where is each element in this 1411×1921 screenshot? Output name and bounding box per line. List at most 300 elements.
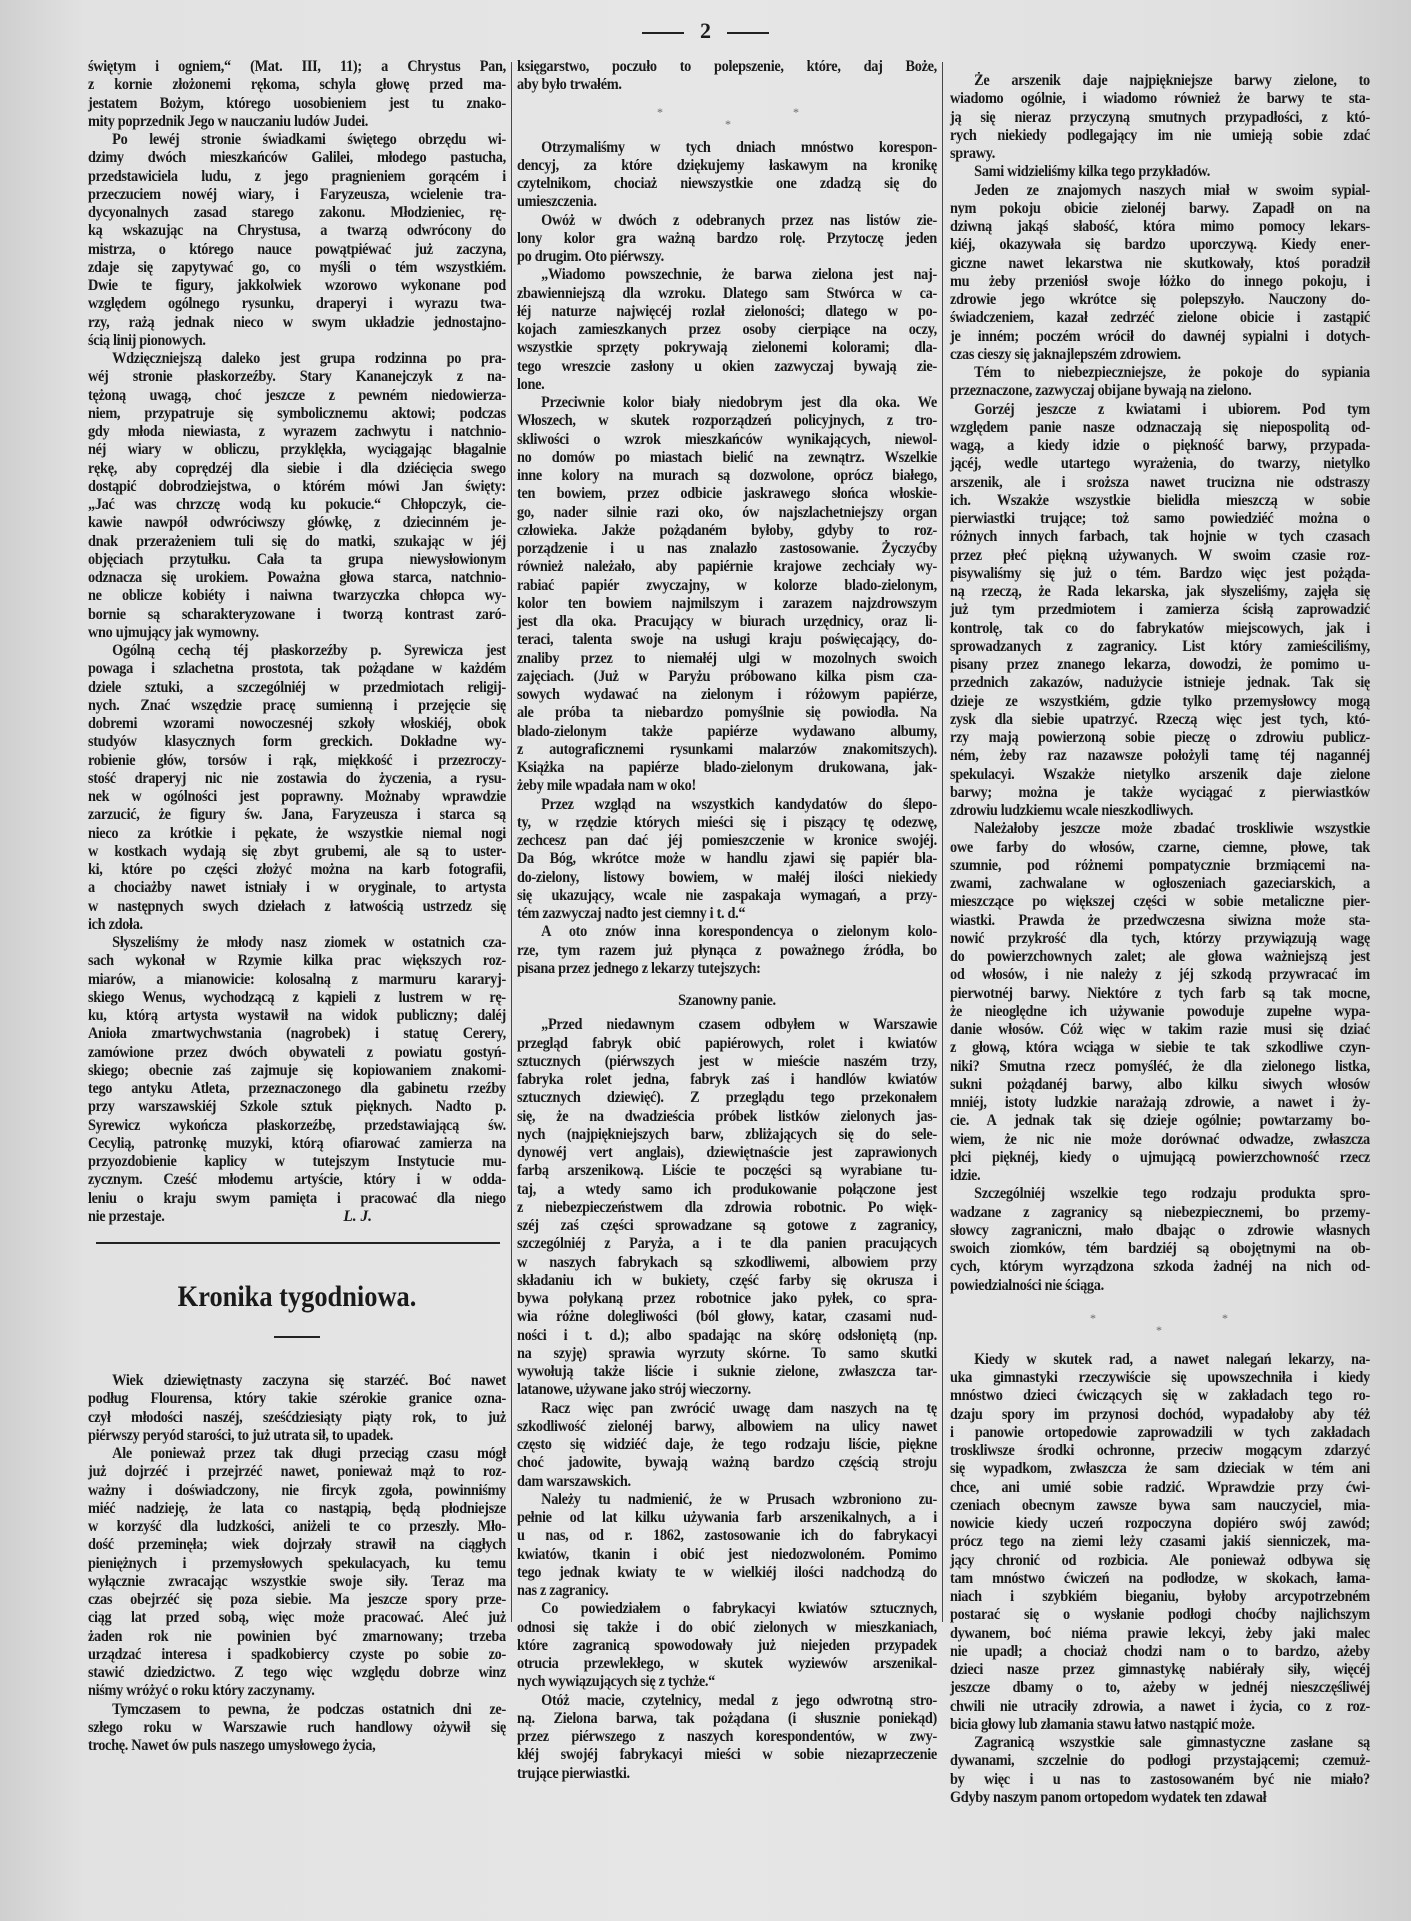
text-line: Wdzięczniejszą daleko jest grupa rodzinna po pra- [112, 350, 506, 367]
paragraph [950, 72, 1370, 163]
text-line: ności i t. d.); albo spadając na skórę odsłoniętą (np. [517, 1326, 937, 1344]
text-line: przegląd fabryk obić papiérowych, rolet i kwiatów [517, 1034, 937, 1052]
text-line: przy warszawskiéj Szkole sztuk pięknych. Nadto p. [88, 1098, 506, 1116]
text-line: szłego roku w Warszawie ruch handlowy ożywił się [88, 1718, 506, 1736]
paragraph [517, 796, 937, 924]
text-line: pieniężnych i przemysłowych spekulacyach, ku temu [88, 1554, 506, 1572]
text-line: świadczeniem, kazał zedrzéć zielone obicie i zastąpić [950, 309, 1370, 327]
text-line: ną rzeczą, że Rada lekarska, jak słyszeliśmy, zajęła się [950, 583, 1370, 600]
text-line: by więc i u nas to zastosowaném być nie miało? [950, 1770, 1370, 1788]
text-line: nieco za krótkie i pękate, że wszystkie niemal nogi [88, 824, 506, 842]
text-line: odznacza się urokiem. Poważna głowa starca, natchnio- [88, 569, 506, 586]
paragraph [517, 212, 937, 267]
text-line: „Jać was chrzczę wodą ku pokucie.“ Chłopczyk, cie- [88, 496, 506, 513]
text-line: zdrowie jego wkrótce się polepszyło. Nauczony do- [950, 291, 1370, 308]
text-line: teraci, talenta swoje na usługi kraju poświęcający, do- [517, 631, 937, 649]
text-line: pierwiastki trujące; toż samo powiedziéć można o [950, 510, 1370, 527]
paragraph [88, 1445, 506, 1701]
text-line: szumnie, pod różnemi pompatycznie brzmiącemi na- [950, 856, 1370, 874]
text-line: nym pokoju obicie zielonéj barwy. Zapadł on na [950, 199, 1370, 217]
text-line: księgarstwo, poczuło to polepszenie, które, daj Boże, [517, 58, 937, 75]
text-line: cych, którym wyrządzona szkoda żadnéj na nich od- [950, 1258, 1370, 1276]
text-line: fabryka rolet jedna, fabryk zaś i handlów kwiatów [517, 1071, 937, 1088]
text-line: zbawienniejszą dla wzroku. Dlatego sam Stwórca w ca- [517, 284, 937, 302]
text-line: je inném; poczém wrócił do dawnéj sypialni i dotych- [950, 327, 1370, 345]
text-line: piérwszy peryód starości, to już utrata sił, to upadek. [88, 1426, 394, 1444]
text-line: składaniu ich w bukiety, część farby się okrusza i [517, 1271, 937, 1289]
text-line: jący chronić od rozbicia. Ale ponieważ odbywa się [950, 1551, 1370, 1569]
text-line: Słyszeliśmy że młody nasz ziomek w ostatnich cza- [112, 934, 506, 951]
paragraph [950, 820, 1370, 1185]
text-line: idzie. [950, 1167, 981, 1184]
text-line: porządzenie i u nas znalazło zastosowanie. Życzyćby [517, 540, 937, 557]
text-line: go, nader silnie razi oko, ów najszlachetniejszy organ [517, 503, 937, 521]
text-line: ty, w rzędzie których mieści się i piszący tę odezwę, [517, 813, 937, 831]
text-line: „Wiadomo powszechnie, że barwa zielona jest naj- [541, 266, 937, 284]
text-line: niach i szybkiém bieganiu, byłoby arcypotrzebném [950, 1588, 1370, 1605]
text-line: „Przed niedawnym czasem odbyłem w Warszawie [541, 1016, 937, 1034]
text-line: miéć nadzieję, że lata co nastąpią, będą płodniejsze [88, 1499, 506, 1517]
text-line: jest dla oka. Pracujący w biurach urzędnicy, oraz li- [517, 613, 937, 630]
paragraph [88, 934, 506, 1226]
text-line: Racz więc pan zwrócić uwagę dam naszych na tę [541, 1399, 937, 1417]
text-line: zdrowiu ludzkiemu wcale nieszkodliwych. [950, 802, 1194, 819]
text-line: ném, żeby raz nazawsze położyli tamę téj nagannéj [950, 747, 1370, 765]
text-line: świętym i ogniem,“ (Mat. III, 11); a Chrystus Pan, [88, 58, 506, 75]
text-line: dzaju spory im przynosi dochód, wypadałoby aby téż [950, 1405, 1370, 1423]
text-line: nych. Znać wszędzie pracę sumienną i przejęcie się [88, 696, 506, 714]
text-line: z kornie złożonemi rękoma, schyla głowę przed ma- [88, 76, 506, 94]
text-line: powiedzialności nie ściąga. [950, 1276, 1104, 1294]
gymnastics-article-body [950, 1351, 1370, 1807]
text-line: A oto znów inna korespondencya o zielonym kolo- [541, 923, 937, 941]
text-line: płci pięknéj, kiedy o ujmującą powierzchowność rzecz [950, 1148, 1370, 1166]
text-line: ciąg lat przed sobą, więc może pracować. Aleć już [88, 1609, 506, 1627]
text-line: Syrewicz wykończa płaskorzeźbę, przedstawiającą św. [88, 1116, 506, 1134]
text-line: rych niekiedy podlegający im nie umieją sobie zdać [950, 126, 1370, 144]
paragraph [517, 58, 937, 95]
text-line: skiego Wenus, wychodzącą z kąpieli z lustrem w rę- [88, 988, 506, 1006]
letter-salutation: Szanowny panie. [678, 992, 776, 1009]
text-line: studyów klasycznych form greckich. Dokładne wy- [88, 733, 506, 751]
text-line: nas z zagranicy. [517, 1582, 609, 1599]
text-line: się, że na dwadzieścia próbek listków zielonych jas- [517, 1107, 937, 1125]
text-line: choć jadowite, bywają ważną bardzo częścią stroju [517, 1454, 937, 1472]
text-line: zdaje się zapytywać go, co myśli o tém wszystkiém. [88, 258, 506, 276]
text-line: względem ogólnego rysunku, draperyi i wyrazu twa- [88, 295, 506, 313]
text-line: czas obejrzéć się poza siebie. Ma jeszcze spory prze- [88, 1591, 506, 1608]
text-line: i panowie ortopedowie zaprowadzili w tych zakładach [950, 1423, 1370, 1441]
text-line: niem, przypatruje się symbolicznemu aktowi; podczas [88, 404, 506, 422]
text-line: się wypadkom, zwłaszcza że sam dzieciak w tém ani [950, 1460, 1370, 1478]
text-line: zechcesz pan dać jéj pomieszczenie w kronice swojéj. [517, 832, 937, 849]
text-line: w następnych swych dziełach z łatwością ustrzedz się [88, 897, 506, 915]
text-line: Dwie te figury, jakkolwiek wzorowo wykonane pod [88, 277, 506, 294]
text-line: tego jednak kwiaty te w wielkiéj ilości nadchodzą do [517, 1563, 937, 1581]
text-line: leniu o kraju swym pamięta i pracować dla niego [88, 1189, 506, 1207]
text-line: z głową, która wciąga w siebie te tak szkodliwe czyn- [950, 1039, 1370, 1057]
text-line: czytelnikom, chociaż niewszystkie one zdadzą się do [517, 175, 937, 192]
text-line: kwiatów, tkanin i obić jest niedozwoloném. Pomimo [517, 1545, 937, 1563]
text-line: ścią linij pionowych. [88, 331, 206, 349]
text-line: ką wskazując na Chrystusa, a twarzą odwrócony do [88, 222, 506, 240]
text-line: objęciach przytułku. Cała ta grupa niewysłowionym [88, 550, 506, 568]
text-line: bywa połykaną przez robotnice jako pyłek, co spra- [517, 1290, 937, 1307]
text-line: umieszczenia. [517, 193, 597, 211]
text-line: pisany przez znanego lekarza, dowodzi, że pomimo u- [950, 656, 1370, 673]
text-line: skliwości o wzrok mieszkańców wynikających, niewol- [517, 430, 937, 448]
text-line: mu żeby przeniósł swoje łóżko do innego pokoju, i [950, 272, 1370, 290]
text-line: latanowe, używane jako strój wieczorny. [517, 1381, 751, 1399]
text-line: w naszych fabrykach są szkodliwemi, albowiem przy [517, 1253, 937, 1271]
text-line: Włoszech, w skutek rozporządzeń policyjnych, z tro- [517, 412, 937, 430]
text-line: wno ujmujący jak wymowny. [88, 623, 259, 641]
text-line: trochę. Nawet ów puls naszego umysłowego życia, [88, 1737, 376, 1754]
paragraph [88, 131, 506, 350]
text-line: dość przeminęła; wiek dojrzały strawił na ciągłych [88, 1536, 506, 1554]
text-line: Przez wzgląd na wszystkich kandydatów do ślepo- [541, 795, 937, 813]
text-line: Kiedy w skutek rad, a nawet nalegań lekarzy, na- [974, 1350, 1370, 1368]
text-line: nowić przykrość dla tych, którzy przywiązują wagę [950, 929, 1370, 947]
text-line: sukni pożądanéj barwy, albo kilku siwych włosów [950, 1075, 1370, 1093]
text-line: w kostkach wydają się zbyt grubemi, ale są to uster- [88, 842, 506, 860]
text-line: które zagranicą spowodowały już niejeden przypadek [517, 1636, 937, 1654]
text-line: mistrza, o którego nauce powątpiéwać już zaczyna, [88, 240, 506, 258]
text-line: pisana przez jednego z lekarzy tutejszych: [517, 959, 761, 977]
text-line: dziele sztuki, a szczególniéj w przedmiotach religij- [88, 678, 506, 696]
text-line: przedstawiciela ludu, z jego pragnieniem gorącém i [88, 167, 506, 185]
article-continuation [517, 58, 937, 95]
text-line: miarów, a mianowicie: kolosalną z marmuru kararyj- [88, 970, 506, 988]
text-line: Otóż macie, czytelnicy, medal z jego odwrotną stro- [541, 1691, 937, 1709]
text-line: ich. Wszakże wszystkie bielidła mieszczą w sobie [950, 491, 1370, 509]
paragraph [517, 1692, 937, 1783]
text-line: Jeden ze znajomych naszych miał w swoim sypial- [974, 181, 1370, 199]
text-line: przez płeć piękną używanych. W swoim czasie roz- [950, 546, 1370, 564]
column-divider [511, 62, 512, 1622]
asterism-star: * [657, 104, 663, 119]
text-line: wywołują także liście i suknie zielone, zwłaszcza tar- [517, 1363, 937, 1380]
middle-column [517, 58, 937, 1783]
text-line: ich zdoła. [88, 915, 143, 933]
text-line: tego wreszcie zasłony u okien zazwyczaj bywają zie- [517, 357, 937, 375]
text-line: kojach zamieszkanych przez osoby cierpiące na oczy, [517, 321, 937, 338]
text-line: wia różne dolegliwości (ból głowy, katar, czasami nud- [517, 1308, 937, 1326]
text-line: sowych wydawać na zielonym i różowym papiérze, [517, 686, 937, 703]
text-line: nie przestaje. [88, 1207, 165, 1225]
text-line: Co powiedziałem o fabrykacyi kwiatów sztucznych, [541, 1600, 937, 1618]
text-line: często się widziéć daje, że tego rodzaju liście, piękne [517, 1436, 937, 1453]
text-line: żaden rok nie powinien być zmarnowany; trzeba [88, 1627, 506, 1645]
text-line: otrucia przewlekłego, w skutek wyziewów arszenikal- [517, 1655, 937, 1672]
paragraph [517, 1016, 937, 1399]
text-line: chwili nie utraciły zdrowia, a nawet i życia, co z roz- [950, 1697, 1370, 1715]
text-line: nych wywiązujących się z tychże.“ [517, 1673, 715, 1691]
paragraph [517, 923, 937, 978]
text-line: Szczególniéj wszelkie tego rodzaju produkta spro- [974, 1185, 1370, 1203]
text-line: czas cieszy się jaknajlepszém zdrowiem. [950, 345, 1181, 363]
text-line: Ogólną cechą téj płaskorzeźby p. Syrewicza jest [112, 642, 506, 659]
right-column [950, 58, 1370, 1807]
text-line: wiadomo ogólnie, i wiadomo również że barwy te sta- [950, 90, 1370, 108]
paragraph [517, 266, 937, 394]
text-line: chce, ani umié sobie radzić. Wprawdzie przy ćwi- [950, 1478, 1370, 1496]
text-line: dam warszawskich. [517, 1472, 631, 1490]
page-number: 2 [700, 18, 711, 43]
text-line: skiego; obecnie zaś zajmuje się kopiowaniem znakomi- [88, 1061, 506, 1079]
article-body [88, 58, 506, 1226]
text-line: sprawy. [950, 145, 996, 162]
text-line: ją się nieraz przyczyną smutnych przypadłości, z któ- [950, 108, 1370, 126]
text-line: zamówione przez dwóch obywateli z powiatu gostyń- [88, 1043, 506, 1061]
text-line: przez piérwszego z naszych korespondentów, w zwy- [517, 1728, 937, 1745]
text-line: tężoną uwagą, choć jeszcze z pewném niedowierza- [88, 386, 506, 404]
text-line: wyłącznie zwracając wszystkie swoje siły. Teraz ma [88, 1572, 506, 1590]
text-line: jeszcze dbamy o to, ażeby w jednéj nieszczęśliwéj [950, 1679, 1370, 1697]
text-line: również należało, aby papiérnie krajowe zechciały wy- [517, 558, 937, 576]
text-line: urządzać interesa i spadkobiercy czyste po sobie zo- [88, 1645, 506, 1663]
left-column [88, 58, 506, 1755]
text-line: względem panie nasze odznaczają się niepospolitą od- [950, 418, 1370, 436]
text-line: Gorzéj jeszcze z kwiatami i ubiorem. Pod tym [974, 400, 1370, 418]
paragraph [950, 1185, 1370, 1295]
text-line: czeniach obecnym zawsze bywa sam nauczyciel, mia- [950, 1496, 1370, 1514]
text-line: swoich ziomków, tém bardziéj są obojętnymi na ob- [950, 1240, 1370, 1257]
text-line: czył młodości naszéj, sześćdziesiąty piąty rok, to już [88, 1408, 506, 1426]
paragraph [517, 394, 937, 796]
arsenic-article-body [950, 72, 1370, 1295]
asterism-star: * [1090, 1310, 1096, 1325]
text-line: nek w ogólności jest poprawny. Możnaby wprawdzie [88, 788, 506, 805]
text-line: sztucznych (piérwszych jest w mieście naszém trzy, [517, 1052, 937, 1070]
asterism-star: * [793, 104, 799, 119]
text-line: mieszczące po większej części w sobie metaliczne pier- [950, 893, 1370, 911]
paragraph [950, 1734, 1370, 1807]
text-line: żeby mile wpadała nam w oko! [517, 777, 696, 795]
text-line: zycznym. Cześć młodemu artyście, który i w odda- [88, 1171, 506, 1189]
text-line: postarać się o wysłanie podłogi choćby najlichszym [950, 1606, 1370, 1624]
text-line: różnych innych farbach, tak hojnie w tych czasach [950, 528, 1370, 546]
paragraph [517, 139, 937, 212]
text-line: nie upadł; a chociaż chodzi nam o to bardzo, ażeby [950, 1642, 1370, 1660]
text-line: człowieka. Jakże pożądaném byłoby, gdyby to roz- [517, 521, 937, 539]
text-line: dziwną jakąś słabość, która mimo pomocy lekars- [950, 218, 1370, 235]
text-line: powaga i szlachetna prostota, tak pożądane w każdém [88, 660, 506, 678]
text-line: wadzane z zagranicy są niebezpiecznemi, bo przemy- [950, 1203, 1370, 1221]
text-line: dycyonalnych zasad starego zakonu. Młodzieniec, rę- [88, 204, 506, 221]
text-line: po drugim. Oto piérwszy. [517, 248, 664, 265]
text-line: lone. [517, 375, 545, 393]
text-line: Gdyby naszym panom ortopedom wydatek ten zdawał [950, 1788, 1267, 1806]
text-line: Cecylią, patronkę muzyki, którą ofiarować zamierza na [88, 1134, 506, 1152]
text-line: spekulacyi. Wszakże nietylko arszenik daje zielone [950, 765, 1370, 783]
text-line: wszystkie sprzęty pokrywają zielonemi kolorami; dla- [517, 339, 937, 357]
text-line: inne kolory na murach są dozwolone, oprócz białego, [517, 467, 937, 484]
text-line: wiem, że nic nie może dorównać odwadze, zwłaszcza [950, 1130, 1370, 1148]
text-line: giczne nawet lekarstwa nie skutkowały, ktoś poradził [950, 254, 1370, 272]
paragraph [88, 58, 506, 131]
text-line: a chociażby nawet istniały i w oryginale, to artysta [88, 879, 506, 897]
text-line: do-zielony, listowy bowiem, w małéj ilości niekiedy [517, 868, 937, 886]
text-line: Da Bóg, wkrótce może w handlu zjawi się papiér bla- [517, 850, 937, 868]
asterism-star: * [1222, 1310, 1228, 1325]
text-line: do powierzchownych zalet; ale głowa ważniejszą jest [950, 948, 1370, 965]
text-line: Otrzymaliśmy w tych dniach mnóstwo korespon- [541, 138, 937, 156]
text-line: Należałoby jeszcze może zbadać troskliwie wszystkie [974, 820, 1370, 838]
text-line: się ukazujący, wcale nie zaspakaja wymagań, a przy- [517, 886, 937, 904]
author-signature: L. J. [343, 1208, 372, 1225]
text-line: uka gimnastyki rzeczywiście się upowszechniła i kiedy [950, 1369, 1370, 1386]
text-line: néj wiary w obliczu, przyklękła, wyciągając błagalnie [88, 441, 506, 459]
text-line: trujące pierwiastki. [517, 1764, 630, 1782]
text-line: pierwotnéj barwy. Niektóre z tych farb są tak mocne, [950, 984, 1370, 1002]
text-line: ważny i doświadczony, nie fircyk zgoła, powinniśmy [88, 1481, 506, 1499]
text-line: kawie nawpół odwróciwszy główkę, z dziecinném je- [88, 514, 506, 532]
text-line: dzieci nasze przez gimnastykę nabiérały siły, więcéj [950, 1661, 1370, 1678]
text-line: arszenik, ale i sroższa nawet trucizna nie odstraszy [950, 473, 1370, 491]
text-line: rękę, aby coprędzéj dla siebie i dla dziécięcia swego [88, 459, 506, 477]
text-line: kiéj, okazywała się bardzo uporczywą. Kiedy ener- [950, 236, 1370, 254]
text-line: farbą arszenikową. Liście te poczęści są wyrabiane tu- [517, 1162, 937, 1180]
chronicle-body [88, 1372, 506, 1755]
text-line: kłéj swojéj fabrykacyi mieści w sobie niezaprzeczenie [517, 1746, 937, 1764]
text-line: ku, którą artysta wystawił na widok publiczny; daléj [88, 1007, 506, 1024]
column-divider [942, 62, 943, 1622]
text-line: széj zaś części sprowadzane są gotowe z zagranicy, [517, 1217, 937, 1234]
text-line: gdy młoda niewiasta, z wyrazem zachwytu i natchnio- [88, 423, 506, 440]
text-line: stawić dziedzictwo. Z tego więc względu dobrze winz [88, 1664, 506, 1681]
paragraph [88, 642, 506, 934]
paragraph [950, 163, 1370, 181]
text-line: u nas, od r. 1862, zastosowanie ich do fabrykacyi [517, 1527, 937, 1545]
doctor-letter-body [517, 1016, 937, 1783]
text-line: dencyj, za które dziękujemy łaskawym na kronikę [517, 156, 937, 174]
text-line: Należy tu nadmienić, że w Prusach wzbroniono zu- [541, 1490, 937, 1508]
text-line: zarzucić, że figury św. Jana, Faryzeusza i starca są [88, 806, 506, 824]
text-line: tego antyku Atleta, przeznaczonego dla gabinetu rzeźby [88, 1080, 506, 1097]
text-line: ne oblicze kobiéty i naiwna twarzyczka chłopca wy- [88, 587, 506, 605]
page-number-header [0, 18, 1411, 44]
text-line: prócz tego na ziemi leży czasami jakiś sienniczek, ma- [950, 1533, 1370, 1551]
text-line: rzy, rażą jednak nieco w swym układzie jednostajno- [88, 313, 506, 331]
text-line: lony kolor gra ważną bardzo rolę. Przytoczę jeden [517, 229, 937, 247]
text-line: Owóż w dwóch z odebranych przez nas listów zie- [541, 211, 937, 229]
text-line: niśmy wróżyć o roku który zaczynamy. [88, 1682, 315, 1700]
text-line: słowcy zagraniczni, mało dbając o zdrowie własnych [950, 1221, 1370, 1239]
text-line: wéj stronie płaskorzeźby. Stary Kananejczyk z na- [88, 368, 506, 386]
text-line: dostąpić dobrodziejstwa, o którém mówi Jan święty: [88, 477, 506, 495]
text-line: wiastki. Prawda że przedwczesna siwizna może sta- [950, 911, 1370, 929]
text-line: aby było trwałém. [517, 76, 622, 94]
text-line: dzimy dwóch mieszkańców Galilei, młodego pastucha, [88, 149, 506, 167]
text-line: sztucznych dziewięć). Z przeglądu tego przekonałem [517, 1089, 937, 1107]
text-line: Tymczasem to pewna, że podczas ostatnich dni ze- [112, 1700, 506, 1718]
text-line: ale próba ta niebardzo pomyślnie się powiodła. Na [517, 704, 937, 722]
text-line: tém zazwyczaj nadto jest ciemny i t. d.“ [517, 905, 746, 922]
text-line: Po lewéj stronie świadkami świętego obrzędu wi- [112, 131, 506, 148]
text-line: jestatem Bożym, którego uosobieniem jest tu znako- [88, 94, 506, 112]
text-line: szkodliwość zielonéj barwy, albowiem na ulicy nawet [517, 1417, 937, 1435]
text-line: troskliwsze środki ochronne, przeciw mogącym zdarzyć [950, 1442, 1370, 1459]
text-line: już tym przedmiotem i zamierza ścisłą zaprowadzić [950, 601, 1370, 619]
text-line: nych (najpiękniejszych barw, zbliżających się do sele- [517, 1125, 937, 1143]
text-line: na szyję) sprawia wyrzuty skórne. To samo skutki [517, 1344, 937, 1362]
text-line: z niebezpieczeństwem dla zdrowia robotnic. Po więk- [517, 1198, 937, 1216]
text-line: bicia głowy lub złamania stawu łatwo nastąpić może. [950, 1715, 1255, 1733]
text-line: łéj naturze najwięcéj rozlał zieloności; dlatego w po- [517, 302, 937, 320]
text-line: Sami widzieliśmy kilka tego przykładów. [974, 163, 1211, 181]
text-line: dywanem, boć niéma prawie lekcyi, żeby jaki malec [950, 1624, 1370, 1642]
paragraph [88, 350, 506, 642]
text-line: taj, a wtedy samo ich produkowanie połączone jest [517, 1180, 937, 1198]
text-line: pisywaliśmy się już o tém. Bardzo więc jest pożąda- [950, 564, 1370, 582]
text-line: barwy; można je także wyciągać z pierwiastków [950, 783, 1370, 801]
text-line: cie. A jednak tak się dzieje ogólnie; powtarzamy bo- [950, 1112, 1370, 1130]
text-line: Książka na papiérze blado-zielonym drukowana, jak- [517, 759, 937, 776]
paragraph [950, 364, 1370, 401]
paragraph [950, 1351, 1370, 1734]
correspondence-body [517, 139, 937, 979]
text-line: mniéj, istoty ludzkie narażają zdrowie, a nawet i ży- [950, 1094, 1370, 1111]
text-line: znaliby przez to niemałéj ulgi w mozolnych swoich [517, 649, 937, 667]
text-line: mity poprzednik Jego w nauczaniu ludów Judei. [88, 112, 369, 130]
text-line: tam mnóstwo ćwiczeń na podłodze, w skokach, łama- [950, 1569, 1370, 1587]
text-line: jącéj, wedle utartego wyrażenia, do twarzy, nietylko [950, 455, 1370, 473]
text-line: bornie są scharakteryzowane i tworzą kontrast zaró- [88, 605, 506, 623]
text-line: podług Flourensa, który takie szérokie granice ozna- [88, 1390, 506, 1408]
paragraph [517, 1400, 937, 1491]
text-line: kolor ten bowiem najmilszym i zarazem najzdrowszym [517, 594, 937, 612]
paragraph [950, 401, 1370, 821]
text-line: Przeciwnie kolor biały niedobrym jest dla oka. We [541, 394, 937, 411]
text-line: ną. Zielona barwa, tak pożądana (i słusznie poniekąd) [517, 1709, 937, 1727]
text-line: dynowéj vert anglais), dziewiętnaście jest zaprawionych [517, 1144, 937, 1161]
paragraph [517, 1491, 937, 1601]
section-separator [96, 1242, 500, 1244]
text-line: zajęciach. (Już w Paryżu próbowano kilka pism cza- [517, 667, 937, 685]
text-line: przyozdobienie kaplicy w tutejszym Instytucie mu- [88, 1153, 506, 1170]
text-line: już dojrzéć i przejrzéć nawet, ponieważ mąż to roz- [88, 1463, 506, 1481]
paragraph [950, 182, 1370, 365]
text-line: dobremi wzorami nowoczesnéj szkoły włoskiéj, obok [88, 715, 506, 732]
paragraph [88, 1701, 506, 1756]
text-line: nowicie kiedy uczeń rozpoczyna dopiéro swój zawód; [950, 1515, 1370, 1532]
text-line: zysk dla siebie upatrzyć. Rzeczą więc jest tych, któ- [950, 710, 1370, 728]
title-underline [274, 1336, 320, 1338]
asterism-star: * [725, 116, 731, 131]
asterism-star: * [1156, 1322, 1162, 1337]
text-line: dywanami, szczelnie do podłogi przystającemi; czemuż- [950, 1752, 1370, 1770]
asterism-divider [950, 1295, 1370, 1351]
text-line: odnosi się także i do obić zielonych w mieszkaniach, [517, 1618, 937, 1636]
text-line: rzy mają powierzoną sobie pieczę o zdrowiu publicz- [950, 729, 1370, 746]
text-line: pełnie od lat kilku używania farb arszenikalnych, a i [517, 1509, 937, 1526]
text-line: danie włosów. Cóż więc w takim razie musi się dziać [950, 1021, 1370, 1038]
paragraph [88, 1372, 506, 1445]
paragraph [517, 1600, 937, 1691]
text-line: Wiek dziewiętnasty zaczyna się starzéć. Boć nawet [112, 1372, 506, 1389]
text-line: przeznaczone, zazwyczaj obijane bywają na zielono. [950, 382, 1252, 400]
text-line: kontrolę, tak co do fabrykatów miejscowych, jak i [950, 619, 1370, 637]
text-line: Anioła zmartwychwstania (nagrobek) i statuę Cerery, [88, 1025, 506, 1043]
text-line: sach wykonał w Rzymie kilka prac większych roz- [88, 952, 506, 970]
text-line: sprowadzanych z zagranicy. List który zamieściliśmy, [950, 637, 1370, 655]
text-line: Ale ponieważ przez tak długi przeciąg czasu mógł [112, 1445, 506, 1462]
asterism-divider [517, 95, 937, 139]
text-line: że nieoględne ich używanie powoduje zupełne wypa- [950, 1002, 1370, 1020]
page-number-dash-right [727, 32, 769, 34]
text-line: rze, tym razem już płynąca z poważnego źródła, bo [517, 941, 937, 959]
